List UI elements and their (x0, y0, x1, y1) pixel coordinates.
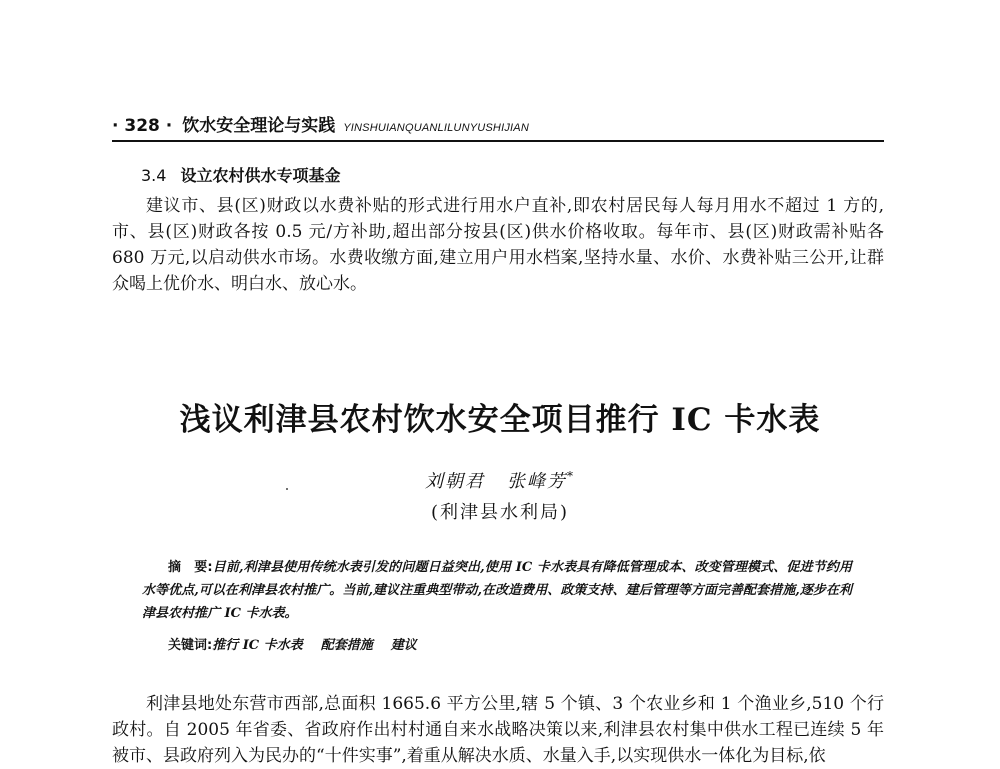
author-footnote-mark: * (567, 469, 575, 483)
keyword: 配套措施 (320, 638, 373, 653)
affiliation: (利津县水利局) (430, 502, 570, 523)
journal-title: 饮水安全理论与实践 (182, 116, 336, 136)
intro-paragraph: 利津县地处东营市西部,总面积 1665.6 平方公里,辖 5 个镇、3 个农业乡和 1 个渔业乡,510 个行政村。自 2005 年省委、省政府作出村村通自来水战略决策以来,利津县农村集中供水工程已连续 5 年被市、县政府列入为民办的“十件实事”,着重从解决水质、水量入手,以实现供水一体化为目标,依 (112, 694, 884, 766)
keyword: 推行 IC 卡水表 (212, 638, 303, 653)
section-number: 3.4 (141, 166, 167, 185)
keywords (168, 634, 848, 653)
section-paragraph: 建议市、县(区)财政以水费补贴的形式进行用水户直补,即农村居民每人每月用水不超过 1 方的,市、县(区)财政各按 0.5 元/方补助,超出部分按县(区)供水价格收取。每年市、县(区)财政需补贴各 680 万元,以启动供水市场。水费收缴方面,建立用户用水档案,坚持水量、水价、水费补贴三公开,让群众喝上优价水、明白水、放心水。 (112, 196, 884, 294)
abstract-text: 目前,利津县使用传统水表引发的问题日益突出,使用 IC 卡水表具有降低管理成本、改变管理模式、促进节约用水等优点,可以在利津县农村推广。当前,建议注重典型带动,在改造费用、政策支持、建后管理等方面完善配套措施,逐步在利津县农村推广 IC 卡水表。 (142, 560, 852, 621)
author-name: 张峰芳 (507, 471, 567, 492)
abstract (142, 556, 852, 625)
keywords-label: 关键词: (168, 638, 213, 653)
section-title: 设立农村供水专项基金 (180, 166, 341, 185)
author-name: 刘朝君 (425, 471, 485, 492)
scan-speck (286, 488, 288, 490)
page-number: · 328 · (112, 116, 173, 136)
article-title: 浅议利津县农村饮水安全项目推行 IC 卡水表 (179, 402, 821, 438)
authors (0, 467, 1000, 493)
keyword: 建议 (390, 638, 417, 653)
journal-pinyin: YINSHUIANQUANLILUNYUSHIJIAN (343, 122, 529, 134)
section-heading (141, 163, 340, 186)
abstract-label: 摘 要: (168, 560, 213, 575)
running-head (112, 112, 884, 142)
